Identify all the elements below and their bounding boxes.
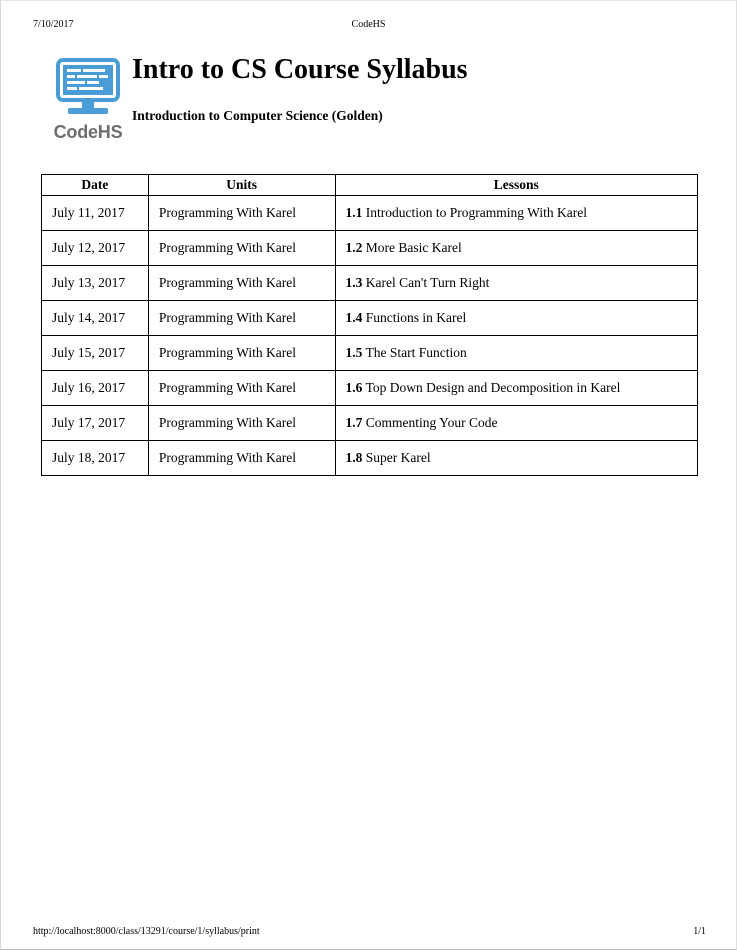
logo-wordmark: CodeHS: [53, 122, 123, 142]
lesson-cell: [335, 196, 697, 231]
lesson-number: 1.6: [345, 380, 363, 395]
lesson-cell: [335, 371, 697, 406]
lesson-number: 1.4: [345, 310, 363, 325]
print-header-title: CodeHS: [351, 19, 386, 30]
unit-cell: Programming With Karel: [148, 336, 335, 371]
lesson-title: Super Karel: [365, 450, 431, 465]
table-row: [42, 336, 698, 371]
unit-cell: Programming With Karel: [148, 441, 335, 476]
lesson-cell: [335, 301, 697, 336]
date-cell: July 13, 2017: [42, 266, 149, 301]
lesson-number: 1.3: [345, 275, 363, 290]
date-cell: July 11, 2017: [42, 196, 149, 231]
lesson-title: Top Down Design and Decomposition in Karel: [365, 380, 621, 395]
lesson-title: The Start Function: [365, 345, 467, 360]
table-row: [42, 266, 698, 301]
lesson-title: More Basic Karel: [365, 240, 462, 255]
page-subtitle: Introduction to Computer Science (Golden): [132, 108, 383, 123]
page-title: Intro to CS Course Syllabus: [132, 54, 468, 85]
date-cell: July 15, 2017: [42, 336, 149, 371]
lesson-number: 1.8: [345, 450, 363, 465]
unit-cell: Programming With Karel: [148, 301, 335, 336]
print-header-date: 7/10/2017: [33, 19, 74, 30]
table-row: [42, 301, 698, 336]
table-header-row: [42, 175, 698, 196]
table-row: [42, 196, 698, 231]
unit-cell: Programming With Karel: [148, 231, 335, 266]
lesson-number: 1.2: [345, 240, 363, 255]
lesson-cell: [335, 441, 697, 476]
date-cell: July 18, 2017: [42, 441, 149, 476]
table-row: [42, 406, 698, 441]
table-row: [42, 371, 698, 406]
lesson-title: Karel Can't Turn Right: [365, 275, 490, 290]
table-row: [42, 231, 698, 266]
date-cell: July 17, 2017: [42, 406, 149, 441]
column-header-lessons: Lessons: [335, 175, 697, 196]
lesson-cell: [335, 266, 697, 301]
lesson-title: Introduction to Programming With Karel: [365, 205, 587, 220]
lesson-number: 1.7: [345, 415, 363, 430]
lesson-cell: [335, 336, 697, 371]
print-footer-page-number: 1/1: [693, 926, 706, 937]
unit-cell: Programming With Karel: [148, 371, 335, 406]
syllabus-table: [41, 174, 698, 476]
lesson-number: 1.1: [345, 205, 363, 220]
unit-cell: Programming With Karel: [148, 406, 335, 441]
date-cell: July 12, 2017: [42, 231, 149, 266]
lesson-cell: [335, 406, 697, 441]
date-cell: July 14, 2017: [42, 301, 149, 336]
date-cell: July 16, 2017: [42, 371, 149, 406]
column-header-units: Units: [148, 175, 335, 196]
lesson-number: 1.5: [345, 345, 363, 360]
codehs-logo: [52, 56, 124, 142]
monitor-code-icon: [52, 56, 124, 120]
unit-cell: Programming With Karel: [148, 266, 335, 301]
print-footer-url: http://localhost:8000/class/13291/course/1/syllabus/print: [33, 926, 260, 937]
column-header-date: Date: [42, 175, 149, 196]
lesson-title: Functions in Karel: [365, 310, 467, 325]
lesson-cell: [335, 231, 697, 266]
table-row: [42, 441, 698, 476]
lesson-title: Commenting Your Code: [365, 415, 498, 430]
unit-cell: Programming With Karel: [148, 196, 335, 231]
